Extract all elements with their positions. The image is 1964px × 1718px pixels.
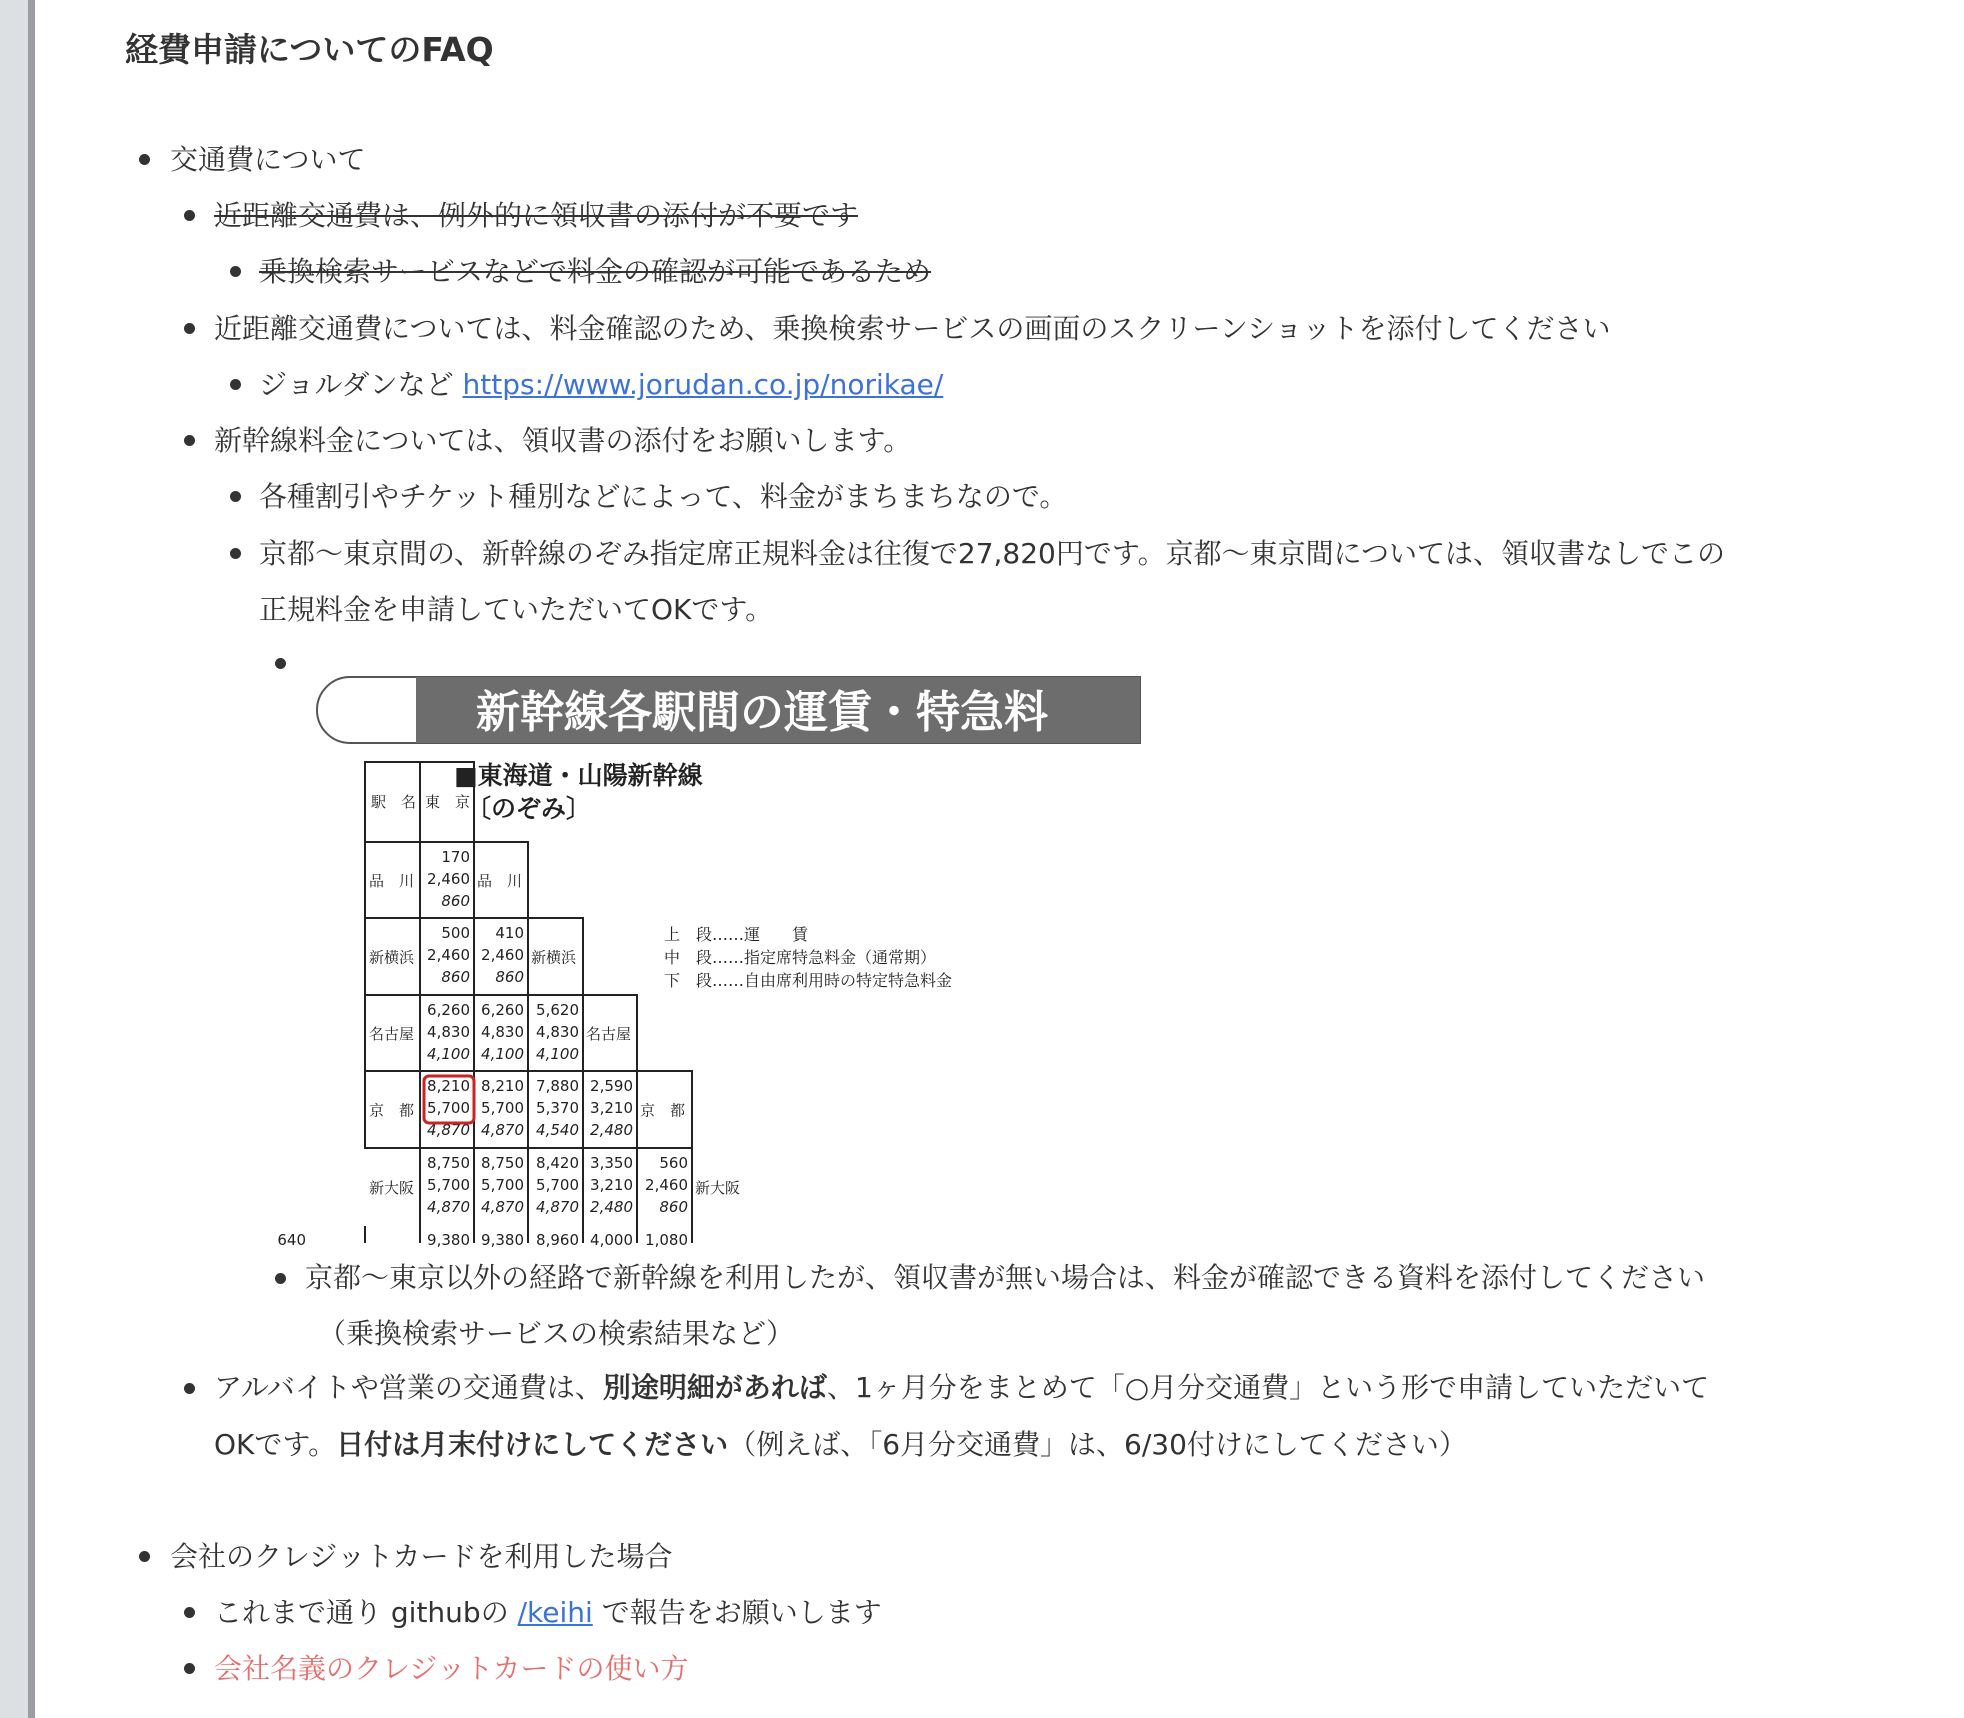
bullet	[184, 1607, 195, 1618]
fare-value: 860	[441, 968, 470, 986]
credit-report	[214, 1593, 882, 1633]
struck-subnote: 乗換検索サービスなどで料金の確認が可能であるため	[259, 255, 932, 288]
page-title: 経費申請についてのFAQ	[125, 30, 494, 69]
fare-value: 1,080	[645, 1231, 688, 1249]
bullet	[184, 1663, 195, 1674]
fare-value: 4,870	[481, 1121, 524, 1139]
banner-title: 新幹線各駅間の運賃・特急料	[476, 687, 1048, 738]
left-gutter	[0, 0, 28, 1718]
station-label: 東 京	[425, 793, 471, 811]
bullet	[275, 1273, 286, 1284]
parttime-line-1	[214, 1368, 1709, 1408]
fare-value: 3,210	[590, 1099, 633, 1117]
parttime-line-2	[214, 1425, 1467, 1465]
fare-value: 560	[659, 1154, 688, 1172]
bullet	[184, 1383, 195, 1394]
kyoto-tokyo-line-1: 京都〜東京間の、新幹線のぞみ指定席正規料金は往復で27,820円です。京都〜東京間については、領収書なしでこの	[259, 537, 1726, 570]
fare-value: 4,830	[481, 1023, 524, 1041]
credit-heading: 会社のクレジットカードを利用した場合	[170, 1540, 673, 1573]
station-label: 京 都	[369, 1101, 415, 1120]
fare-value: 2,480	[590, 1121, 633, 1139]
bullet	[230, 548, 241, 559]
quote-bar	[28, 0, 35, 1718]
fare-value: 5,700	[427, 1176, 470, 1194]
fare-value: 5,700	[481, 1176, 524, 1194]
bullet	[275, 658, 286, 669]
fare-value: 2,460	[481, 946, 524, 964]
fare-value: 2,460	[427, 870, 470, 888]
fare-value: 2,480	[590, 1198, 633, 1216]
parttime-bold-2: 日付は月末付けにしてください	[336, 1428, 729, 1461]
parttime-text-2: 、1ヶ月分をまとめて「○月分交通費」という形で申請していただいて	[826, 1371, 1710, 1404]
fare-value: 4,000	[590, 1231, 633, 1249]
jorudan-label: ジョルダンなど	[259, 368, 454, 401]
fare-value: 860	[441, 892, 470, 910]
fare-value: 8,210	[481, 1077, 524, 1095]
parttime-text-4: （例えば、「6月分交通費」は、6/30付けにしてください）	[728, 1428, 1467, 1461]
fare-value: 8,210	[427, 1077, 470, 1095]
fare-value: 4,100	[536, 1045, 579, 1063]
bullet	[139, 154, 150, 165]
fare-value: 640	[277, 1231, 306, 1249]
fare-value: 6,260	[481, 1001, 524, 1019]
jorudan-link[interactable]: https://www.jorudan.co.jp/norikae/	[462, 368, 944, 401]
fare-value: 5,700	[536, 1176, 579, 1194]
short-distance-note: 近距離交通費については、料金確認のため、乗換検索サービスの画面のスクリーンショットを添付してください	[214, 312, 1611, 345]
fare-value: 8,750	[481, 1154, 524, 1172]
fare-value: 4,870	[536, 1198, 579, 1216]
bullet	[230, 379, 241, 390]
line-title: ■東海道・山陽新幹線	[454, 761, 703, 790]
station-label: 新大阪	[695, 1179, 741, 1197]
fare-value: 9,380	[481, 1231, 524, 1249]
fare-value: 860	[495, 968, 524, 986]
station-label: 名古屋	[369, 1025, 415, 1043]
fare-value: 3,210	[590, 1176, 633, 1194]
jorudan-item	[259, 365, 943, 405]
fare-value: 2,460	[427, 946, 470, 964]
fare-value: 5,370	[536, 1099, 579, 1117]
credit-report-suffix: で報告をお願いします	[601, 1596, 882, 1629]
fare-value: 410	[495, 924, 524, 942]
header-station-label: 駅 名	[371, 793, 417, 811]
other-route-line-1: 京都〜東京以外の経路で新幹線を利用したが、領収書が無い場合は、料金が確認できる資料を添付してください	[305, 1261, 1706, 1294]
fare-value: 170	[441, 848, 470, 866]
fare-value: 9,380	[427, 1231, 470, 1249]
bullet	[139, 1551, 150, 1562]
fare-value: 5,700	[481, 1099, 524, 1117]
fare-value: 2,590	[590, 1077, 633, 1095]
other-route-line-2: （乗換検索サービスの検索結果など）	[318, 1317, 795, 1350]
credit-usage-link[interactable]: 会社名義のクレジットカードの使い方	[214, 1652, 689, 1685]
fare-table-image	[277, 647, 1140, 1249]
legend-item: 下 段……自由席利用時の特定特急料金	[664, 971, 953, 990]
fare-value: 7,880	[536, 1077, 579, 1095]
keihi-link[interactable]: /keihi	[517, 1596, 593, 1629]
station-label: 新横浜	[531, 948, 577, 967]
station-label: 新横浜	[369, 948, 415, 967]
bullet	[184, 210, 195, 221]
fare-value: 8,960	[536, 1231, 579, 1249]
station-label: 新大阪	[369, 1179, 415, 1197]
parttime-text-1: アルバイトや営業の交通費は、	[214, 1371, 603, 1404]
bullet	[230, 266, 241, 277]
fare-value: 3,350	[590, 1154, 633, 1172]
fare-value: 5,700	[427, 1099, 470, 1117]
fare-value: 8,420	[536, 1154, 579, 1172]
fare-value: 4,870	[481, 1198, 524, 1216]
fare-value: 4,100	[427, 1045, 470, 1063]
fare-value: 4,100	[481, 1045, 524, 1063]
fare-value: 2,460	[645, 1176, 688, 1194]
fare-value: 4,540	[536, 1121, 579, 1139]
bullet	[184, 323, 195, 334]
fare-value: 4,830	[427, 1023, 470, 1041]
station-label: 京 都	[640, 1101, 686, 1120]
fare-value: 8,750	[427, 1154, 470, 1172]
fare-value: 860	[659, 1198, 688, 1216]
line-subtitle: 〔のぞみ〕	[466, 794, 592, 823]
station-label: 名古屋	[586, 1025, 632, 1043]
fare-value: 5,620	[536, 1001, 579, 1019]
struck-note: 近距離交通費は、例外的に領収書の添付が不要です	[214, 199, 859, 232]
station-label: 品 川	[477, 872, 523, 890]
fare-table-svg	[277, 647, 1140, 1249]
parttime-bold-1: 別途明細があれば	[602, 1371, 827, 1404]
bullet	[230, 491, 241, 502]
shinkansen-note: 新幹線料金については、領収書の添付をお願いします。	[214, 424, 912, 457]
fare-value: 500	[441, 924, 470, 942]
fare-value: 4,870	[427, 1121, 470, 1139]
parttime-text-3: OKです。	[214, 1428, 337, 1461]
station-label: 品 川	[369, 872, 415, 890]
legend-item: 中 段……指定席特急料金（通常期）	[664, 948, 937, 967]
credit-report-text: これまで通り githubの	[214, 1596, 509, 1629]
bullet	[184, 435, 195, 446]
fare-value: 4,870	[427, 1198, 470, 1216]
kyoto-tokyo-line-2: 正規料金を申請していただいてOKです。	[259, 593, 774, 626]
discount-note: 各種割引やチケット種別などによって、料金がまちまちなので。	[259, 480, 1068, 513]
transport-heading: 交通費について	[170, 143, 366, 176]
fare-value: 6,260	[427, 1001, 470, 1019]
fare-value: 4,830	[536, 1023, 579, 1041]
legend-item: 上 段……運 賃	[664, 925, 809, 944]
